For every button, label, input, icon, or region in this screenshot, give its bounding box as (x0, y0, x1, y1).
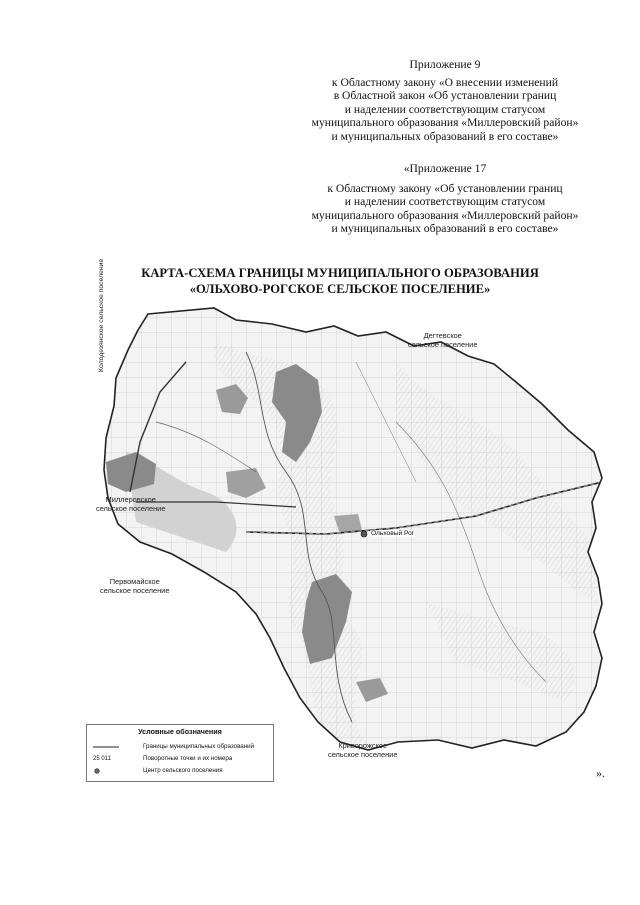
neighbor-label-line: Миллеровское (105, 495, 156, 504)
settlement-center-label: Ольховый Рог (371, 530, 415, 537)
neighbor-label-line: сельское поселение (100, 585, 170, 595)
appendix-header (280, 58, 610, 144)
legend-item-settlement-center (93, 766, 269, 776)
appendix-quoted-line: и наделении соответствующим статусом (344, 195, 546, 209)
map-title (60, 265, 620, 297)
map-title-line1: КАРТА-СХЕМА ГРАНИЦЫ МУНИЦИПАЛЬНОГО ОБРАЗОВАНИЯ (141, 266, 539, 280)
closing-mark: ». (596, 766, 605, 780)
appendix-quoted-header (280, 162, 610, 236)
neighbor-label-degtevskoe (408, 332, 477, 349)
neighbor-label-line: Первомайское (109, 577, 160, 586)
neighbor-label-line: Криворожское (338, 741, 388, 750)
map-canvas (96, 302, 608, 768)
appendix-line: Приложение 9 (409, 58, 481, 71)
neighbor-label-kolodeznoe: Колодезянское сельское поселение (98, 258, 105, 372)
legend-item-label: Поворотные точки и их номера (143, 755, 233, 762)
legend-item-label: Центр сельского поселения (143, 767, 223, 774)
appendix-quoted-line: и муниципальных образований в его составе» (331, 222, 559, 236)
neighbor-label-line: сельское поселение (96, 503, 166, 513)
neighbor-label-line: сельское поселение (408, 339, 478, 349)
appendix-line: в Областной закон «Об установлении границ (333, 89, 557, 103)
appendix-line: и муниципальных образований в его составе» (331, 129, 559, 143)
map-territory (96, 302, 608, 768)
turning-point-symbol: 25 011 (93, 756, 111, 762)
neighbor-label-millerovskoe (96, 496, 165, 513)
map-legend (86, 724, 274, 782)
appendix-line: и наделении соответствующим статусом (344, 102, 546, 116)
appendix-line: муниципального образования «Миллеровский район» (311, 116, 579, 130)
legend-item-turning-point (93, 754, 269, 764)
settlement-center-marker (361, 531, 367, 537)
map-title-line2: «ОЛЬХОВО-РОГСКОЕ СЕЛЬСКОЕ ПОСЕЛЕНИЕ» (189, 282, 491, 296)
appendix-quoted-line: к Областному закону «Об установлении границ (327, 181, 563, 195)
legend-item-label: Границы муниципальных образований (143, 743, 255, 750)
legend-item-boundary (93, 742, 269, 752)
neighbor-label-line: Дегтевское (423, 331, 462, 340)
boundary-line-symbol (93, 742, 119, 752)
appendix-quoted-line: муниципального образования «Миллеровский район» (311, 208, 579, 222)
neighbor-label-line: сельское поселение (328, 749, 398, 759)
legend-title: Условные обозначения (138, 727, 222, 736)
neighbor-label-pervomayskoe (100, 578, 169, 595)
appendix-line: к Областному закону «О внесении изменений (331, 75, 559, 89)
neighbor-label-krivorozhskoe (328, 742, 397, 759)
appendix-quoted-line: «Приложение 17 (403, 162, 487, 175)
settlement-center-symbol (93, 766, 119, 776)
